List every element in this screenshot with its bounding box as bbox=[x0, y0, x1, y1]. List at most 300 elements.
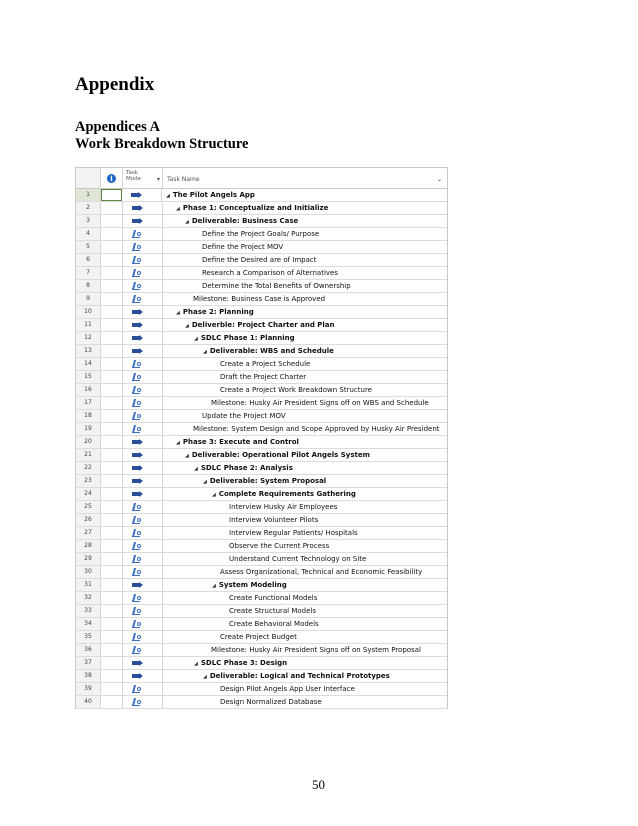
table-row[interactable] bbox=[76, 306, 447, 319]
task-name-cell[interactable] bbox=[163, 540, 447, 552]
indicator-cell[interactable] bbox=[101, 475, 123, 487]
task-name-cell[interactable] bbox=[163, 215, 447, 227]
manually-scheduled-icon bbox=[132, 282, 142, 290]
collapse-toggle-icon[interactable]: ◢ bbox=[185, 219, 189, 225]
task-name-cell[interactable] bbox=[163, 384, 447, 396]
task-name-label: Interview Volunteer Pilots bbox=[229, 516, 319, 524]
task-mode-cell[interactable] bbox=[123, 618, 163, 630]
indicator-cell[interactable] bbox=[101, 527, 123, 539]
task-mode-cell[interactable] bbox=[123, 592, 163, 604]
collapse-toggle-icon[interactable]: ◢ bbox=[212, 492, 216, 498]
manually-scheduled-icon bbox=[132, 685, 142, 693]
task-name-label: Define the Project Goals/ Purpose bbox=[202, 230, 320, 238]
manually-scheduled-icon bbox=[132, 633, 142, 641]
table-row[interactable] bbox=[76, 631, 447, 644]
table-row[interactable] bbox=[76, 410, 447, 423]
task-name-cell[interactable] bbox=[163, 553, 447, 565]
task-name-cell[interactable] bbox=[163, 449, 447, 461]
task-mode-cell[interactable] bbox=[122, 189, 162, 201]
task-mode-cell[interactable] bbox=[123, 501, 163, 513]
row-number[interactable]: 9 bbox=[76, 293, 101, 305]
indicator-cell[interactable] bbox=[101, 371, 123, 383]
task-name-label: SDLC Phase 3: Design bbox=[200, 659, 288, 667]
task-mode-cell[interactable] bbox=[123, 371, 163, 383]
indicator-cell[interactable] bbox=[101, 657, 123, 669]
task-name-label: Milestone: Husky Air President Signs off on System Proposal bbox=[211, 646, 421, 654]
indicator-cell[interactable] bbox=[101, 553, 123, 565]
task-mode-cell[interactable] bbox=[123, 293, 163, 305]
task-mode-cell[interactable] bbox=[123, 332, 163, 344]
indicator-cell[interactable] bbox=[101, 332, 123, 344]
row-number[interactable]: 6 bbox=[76, 254, 101, 266]
task-mode-cell[interactable] bbox=[123, 254, 163, 266]
task-name-cell[interactable] bbox=[163, 319, 447, 331]
task-name-cell[interactable] bbox=[163, 267, 447, 279]
indicator-cell[interactable] bbox=[101, 644, 123, 656]
manually-scheduled-icon bbox=[132, 295, 142, 303]
task-mode-cell[interactable] bbox=[123, 579, 163, 591]
task-name-cell[interactable] bbox=[163, 293, 447, 305]
indicator-cell[interactable] bbox=[101, 436, 123, 448]
task-name-cell[interactable] bbox=[163, 358, 447, 370]
manually-scheduled-icon bbox=[132, 256, 142, 264]
row-number[interactable]: 36 bbox=[76, 644, 101, 656]
task-name-cell[interactable] bbox=[163, 501, 447, 513]
auto-scheduled-icon bbox=[132, 439, 143, 445]
task-name-cell[interactable] bbox=[163, 410, 447, 422]
indicator-cell[interactable] bbox=[101, 579, 123, 591]
task-mode-cell[interactable] bbox=[123, 644, 163, 656]
table-row[interactable] bbox=[76, 527, 447, 540]
row-number[interactable]: 4 bbox=[76, 228, 101, 240]
auto-scheduled-icon bbox=[132, 660, 143, 666]
task-mode-cell[interactable] bbox=[123, 384, 163, 396]
row-number[interactable]: 33 bbox=[76, 605, 101, 617]
table-row[interactable] bbox=[76, 267, 447, 280]
table-row[interactable] bbox=[76, 488, 447, 501]
row-number[interactable]: 27 bbox=[76, 527, 101, 539]
indicators-header[interactable] bbox=[101, 168, 123, 188]
indicator-cell[interactable] bbox=[101, 501, 123, 513]
task-name-label: Deliverble: Project Charter and Plan bbox=[191, 321, 335, 329]
task-mode-header[interactable] bbox=[123, 168, 163, 188]
table-row[interactable] bbox=[76, 475, 447, 488]
row-number[interactable]: 17 bbox=[76, 397, 101, 409]
manually-scheduled-icon bbox=[132, 698, 142, 706]
table-row[interactable] bbox=[76, 514, 447, 527]
task-name-cell[interactable] bbox=[163, 631, 447, 643]
task-name-cell[interactable] bbox=[163, 605, 447, 617]
indicator-cell[interactable] bbox=[101, 514, 123, 526]
task-name-label: Deliverable: Business Case bbox=[191, 217, 299, 225]
row-number[interactable]: 31 bbox=[76, 579, 101, 591]
task-name-header[interactable] bbox=[163, 168, 447, 188]
task-name-cell[interactable] bbox=[163, 462, 447, 474]
task-mode-cell[interactable] bbox=[123, 410, 163, 422]
indicator-cell[interactable] bbox=[101, 683, 123, 695]
table-row[interactable] bbox=[76, 683, 447, 696]
task-name-cell[interactable] bbox=[163, 683, 447, 695]
task-name-label: Define the Project MOV bbox=[202, 243, 284, 251]
task-name-cell[interactable] bbox=[163, 241, 447, 253]
row-number[interactable]: 40 bbox=[76, 696, 101, 708]
manually-scheduled-icon bbox=[132, 360, 142, 368]
row-number[interactable]: 5 bbox=[76, 241, 101, 253]
manually-scheduled-icon bbox=[132, 594, 142, 602]
row-number[interactable]: 38 bbox=[76, 670, 101, 682]
indicator-cell[interactable] bbox=[101, 670, 123, 682]
task-name-label: Design Pilot Angels App User Interface bbox=[220, 685, 355, 693]
row-number[interactable]: 35 bbox=[76, 631, 101, 643]
chevron-down-icon[interactable]: ▾ bbox=[156, 176, 160, 183]
indicator-cell[interactable] bbox=[101, 254, 123, 266]
task-mode-cell[interactable] bbox=[123, 306, 163, 318]
auto-scheduled-icon bbox=[132, 673, 143, 679]
task-name-label: Determine the Total Benefits of Ownership bbox=[202, 282, 351, 290]
table-row[interactable] bbox=[76, 566, 447, 579]
indicator-cell[interactable] bbox=[101, 267, 123, 279]
table-row[interactable] bbox=[76, 319, 447, 332]
manually-scheduled-icon bbox=[132, 516, 142, 524]
auto-scheduled-icon bbox=[132, 322, 143, 328]
table-row[interactable] bbox=[76, 657, 447, 670]
table-row[interactable] bbox=[76, 254, 447, 267]
indicator-cell[interactable] bbox=[101, 449, 123, 461]
task-mode-cell[interactable] bbox=[123, 436, 163, 448]
task-mode-cell[interactable] bbox=[123, 696, 163, 708]
indicator-cell[interactable] bbox=[101, 228, 123, 240]
row-number-header[interactable] bbox=[76, 168, 101, 188]
table-row[interactable] bbox=[76, 449, 447, 462]
task-name-cell[interactable] bbox=[163, 592, 447, 604]
manually-scheduled-icon bbox=[132, 373, 142, 381]
page-number: 50 bbox=[312, 777, 325, 792]
table-row[interactable] bbox=[76, 462, 447, 475]
task-mode-cell[interactable] bbox=[123, 319, 163, 331]
row-number[interactable]: 18 bbox=[76, 410, 101, 422]
collapse-toggle-icon[interactable]: ◢ bbox=[185, 323, 189, 329]
table-row[interactable] bbox=[76, 371, 447, 384]
manually-scheduled-icon bbox=[132, 269, 142, 277]
indicator-cell[interactable] bbox=[101, 540, 123, 552]
manually-scheduled-icon bbox=[132, 243, 142, 251]
auto-scheduled-icon bbox=[132, 452, 143, 458]
task-name-label: Understand Current Technology on Site bbox=[229, 555, 367, 563]
task-name-label: Create Behavioral Models bbox=[229, 620, 319, 628]
task-mode-cell[interactable] bbox=[123, 241, 163, 253]
indicator-cell[interactable] bbox=[101, 566, 123, 578]
table-row[interactable] bbox=[76, 280, 447, 293]
manually-scheduled-icon bbox=[132, 646, 142, 654]
task-name-cell[interactable] bbox=[163, 397, 447, 409]
task-name-cell[interactable] bbox=[163, 566, 447, 578]
table-row[interactable] bbox=[76, 202, 447, 215]
task-mode-header-line1: Task bbox=[126, 170, 138, 176]
manually-scheduled-icon bbox=[132, 542, 142, 550]
manually-scheduled-icon bbox=[132, 620, 142, 628]
collapse-toggle-icon[interactable]: ◢ bbox=[176, 440, 180, 446]
task-name-cell[interactable] bbox=[163, 423, 447, 435]
task-name-cell[interactable] bbox=[163, 436, 447, 448]
task-name-cell[interactable] bbox=[163, 371, 447, 383]
row-number[interactable]: 13 bbox=[76, 345, 101, 357]
task-name-label: Design Normalized Database bbox=[220, 698, 322, 706]
task-name-cell[interactable] bbox=[163, 254, 447, 266]
row-number[interactable]: 34 bbox=[76, 618, 101, 630]
row-number[interactable]: 39 bbox=[76, 683, 101, 695]
row-number[interactable]: 12 bbox=[76, 332, 101, 344]
manually-scheduled-icon bbox=[132, 399, 142, 407]
table-row[interactable] bbox=[76, 618, 447, 631]
row-number[interactable]: 11 bbox=[76, 319, 101, 331]
auto-scheduled-icon bbox=[132, 465, 143, 471]
indicator-cell[interactable] bbox=[101, 618, 123, 630]
table-row[interactable] bbox=[76, 592, 447, 605]
row-number[interactable]: 19 bbox=[76, 423, 101, 435]
task-name-label: SDLC Phase 1: Planning bbox=[200, 334, 295, 342]
collapse-toggle-icon[interactable]: ◢ bbox=[203, 479, 207, 485]
task-mode-cell[interactable] bbox=[123, 202, 163, 214]
table-row[interactable] bbox=[76, 540, 447, 553]
indicator-cell[interactable] bbox=[101, 280, 123, 292]
auto-scheduled-icon bbox=[131, 192, 142, 198]
task-name-cell[interactable] bbox=[163, 644, 447, 656]
task-mode-cell[interactable] bbox=[123, 423, 163, 435]
table-row[interactable] bbox=[76, 436, 447, 449]
row-number[interactable]: 29 bbox=[76, 553, 101, 565]
task-name-label: Deliverable: System Proposal bbox=[209, 477, 327, 485]
table-row[interactable] bbox=[76, 228, 447, 241]
row-number[interactable]: 20 bbox=[76, 436, 101, 448]
indicator-cell[interactable] bbox=[101, 488, 123, 500]
task-name-label: The Pilot Angels App bbox=[172, 191, 255, 199]
auto-scheduled-icon bbox=[132, 205, 143, 211]
row-number[interactable]: 24 bbox=[76, 488, 101, 500]
task-name-label: Interview Husky Air Employees bbox=[229, 503, 338, 511]
row-number[interactable]: 23 bbox=[76, 475, 101, 487]
row-number[interactable]: 30 bbox=[76, 566, 101, 578]
task-mode-cell[interactable] bbox=[123, 605, 163, 617]
task-name-label: SDLC Phase 2: Analysis bbox=[200, 464, 293, 472]
indicator-cell[interactable] bbox=[101, 384, 123, 396]
indicator-cell[interactable] bbox=[101, 397, 123, 409]
task-name-label: Create a Project Work Breakdown Structure bbox=[220, 386, 372, 394]
table-row[interactable] bbox=[76, 423, 447, 436]
task-mode-cell[interactable] bbox=[123, 670, 163, 682]
collapse-toggle-icon[interactable]: ◢ bbox=[194, 661, 198, 667]
task-mode-cell[interactable] bbox=[123, 397, 163, 409]
row-number[interactable]: 37 bbox=[76, 657, 101, 669]
task-mode-cell[interactable] bbox=[123, 280, 163, 292]
task-mode-cell[interactable] bbox=[123, 475, 163, 487]
auto-scheduled-icon bbox=[132, 478, 143, 484]
task-name-label: System Modeling bbox=[218, 581, 287, 589]
task-name-cell[interactable] bbox=[163, 514, 447, 526]
task-mode-cell[interactable] bbox=[123, 358, 163, 370]
task-mode-cell[interactable] bbox=[123, 527, 163, 539]
task-name-cell[interactable] bbox=[163, 475, 447, 487]
task-mode-cell[interactable] bbox=[123, 449, 163, 461]
task-mode-cell[interactable] bbox=[123, 631, 163, 643]
table-body bbox=[76, 189, 447, 709]
indicator-cell[interactable] bbox=[101, 462, 123, 474]
task-name-cell[interactable] bbox=[163, 488, 447, 500]
indicator-cell[interactable] bbox=[101, 319, 123, 331]
manually-scheduled-icon bbox=[132, 529, 142, 537]
collapse-toggle-icon[interactable]: ◢ bbox=[212, 583, 216, 589]
task-name-label: Research a Comparison of Alternatives bbox=[202, 269, 339, 277]
row-number[interactable]: 15 bbox=[76, 371, 101, 383]
collapse-toggle-icon[interactable]: ◢ bbox=[194, 336, 198, 342]
auto-scheduled-icon bbox=[132, 348, 143, 354]
task-name-cell[interactable] bbox=[162, 189, 447, 201]
task-mode-cell[interactable] bbox=[123, 514, 163, 526]
row-number[interactable]: 2 bbox=[76, 202, 101, 214]
table-row[interactable] bbox=[76, 605, 447, 618]
manually-scheduled-icon bbox=[132, 412, 142, 420]
manually-scheduled-icon bbox=[132, 503, 142, 511]
task-name-label: Create Project Budget bbox=[220, 633, 297, 641]
row-number[interactable]: 7 bbox=[76, 267, 101, 279]
task-name-cell[interactable] bbox=[163, 306, 447, 318]
row-number[interactable]: 26 bbox=[76, 514, 101, 526]
indicator-cell[interactable] bbox=[101, 410, 123, 422]
table-row[interactable] bbox=[76, 358, 447, 371]
indicator-cell[interactable] bbox=[101, 605, 123, 617]
indicator-cell[interactable] bbox=[101, 345, 123, 357]
collapse-toggle-icon[interactable]: ◢ bbox=[203, 349, 207, 355]
indicator-cell[interactable] bbox=[101, 423, 123, 435]
row-number[interactable]: 8 bbox=[76, 280, 101, 292]
indicator-cell[interactable] bbox=[101, 202, 123, 214]
task-name-cell[interactable] bbox=[163, 696, 447, 708]
task-name-cell[interactable] bbox=[163, 527, 447, 539]
auto-scheduled-icon bbox=[132, 335, 143, 341]
task-name-label: Milestone: Business Case is Approved bbox=[193, 295, 326, 303]
indicator-cell[interactable] bbox=[101, 293, 123, 305]
task-mode-cell[interactable] bbox=[123, 267, 163, 279]
table-row[interactable] bbox=[76, 345, 447, 358]
table-header bbox=[76, 168, 447, 189]
task-name-cell[interactable] bbox=[163, 670, 447, 682]
auto-scheduled-icon bbox=[132, 309, 143, 315]
collapse-toggle-icon[interactable]: ◢ bbox=[185, 453, 189, 459]
task-name-label: Milestone: System Design and Scope Approved by Husky Air President bbox=[193, 425, 440, 433]
task-name-cell[interactable] bbox=[163, 345, 447, 357]
task-mode-cell[interactable] bbox=[123, 540, 163, 552]
table-row[interactable] bbox=[76, 332, 447, 345]
collapse-toggle-icon[interactable]: ◢ bbox=[203, 674, 207, 680]
task-name-label: Milestone: Husky Air President Signs off on WBS and Schedule bbox=[211, 399, 429, 407]
work-breakdown-table bbox=[75, 167, 448, 709]
indicator-cell[interactable] bbox=[101, 696, 123, 708]
task-name-label: Assess Organizational, Technical and Economic Feasibility bbox=[220, 568, 423, 576]
table-row[interactable] bbox=[76, 553, 447, 566]
row-number[interactable]: 1 bbox=[76, 189, 101, 201]
task-name-cell[interactable] bbox=[163, 618, 447, 630]
indicator-cell[interactable] bbox=[101, 631, 123, 643]
task-mode-cell[interactable] bbox=[123, 657, 163, 669]
row-number[interactable]: 22 bbox=[76, 462, 101, 474]
table-row[interactable] bbox=[76, 644, 447, 657]
collapse-toggle-icon[interactable]: ◢ bbox=[166, 193, 170, 199]
task-name-label: Observe the Current Process bbox=[229, 542, 330, 550]
task-name-label: Update the Project MOV bbox=[202, 412, 286, 420]
row-number[interactable]: 28 bbox=[76, 540, 101, 552]
table-row[interactable] bbox=[76, 501, 447, 514]
table-row[interactable] bbox=[76, 241, 447, 254]
indicator-cell[interactable] bbox=[101, 189, 122, 201]
table-row[interactable] bbox=[76, 293, 447, 306]
auto-scheduled-icon bbox=[132, 582, 143, 588]
task-mode-cell[interactable] bbox=[123, 683, 163, 695]
row-number[interactable]: 14 bbox=[76, 358, 101, 370]
manually-scheduled-icon bbox=[132, 425, 142, 433]
collapse-toggle-icon[interactable]: ◢ bbox=[176, 206, 180, 212]
task-mode-cell[interactable] bbox=[123, 566, 163, 578]
collapse-toggle-icon[interactable]: ◢ bbox=[176, 310, 180, 316]
task-mode-cell[interactable] bbox=[123, 488, 163, 500]
table-row[interactable] bbox=[76, 189, 447, 202]
task-name-cell[interactable] bbox=[163, 657, 447, 669]
task-name-cell[interactable] bbox=[163, 202, 447, 214]
task-name-label: Create Structural Models bbox=[229, 607, 317, 615]
table-row[interactable] bbox=[76, 579, 447, 592]
manually-scheduled-icon bbox=[132, 230, 142, 238]
info-icon: i bbox=[107, 174, 116, 183]
indicator-cell[interactable] bbox=[101, 306, 123, 318]
task-mode-cell[interactable] bbox=[123, 462, 163, 474]
indicator-cell[interactable] bbox=[101, 241, 123, 253]
task-mode-cell[interactable] bbox=[123, 553, 163, 565]
row-number[interactable]: 25 bbox=[76, 501, 101, 513]
table-row[interactable] bbox=[76, 397, 447, 410]
task-name-label: Deliverable: WBS and Schedule bbox=[209, 347, 334, 355]
row-number[interactable]: 21 bbox=[76, 449, 101, 461]
indicator-cell[interactable] bbox=[101, 215, 123, 227]
collapse-toggle-icon[interactable]: ◢ bbox=[194, 466, 198, 472]
section-title: Work Breakdown Structure bbox=[75, 136, 249, 152]
task-name-cell[interactable] bbox=[163, 228, 447, 240]
page-heading: Appendix bbox=[75, 74, 155, 95]
table-row[interactable] bbox=[76, 215, 447, 228]
task-mode-cell[interactable] bbox=[123, 345, 163, 357]
appendix-subtitle: Appendices A bbox=[75, 119, 161, 135]
task-name-label: Define the Desired are of Impact bbox=[202, 256, 317, 264]
task-name-cell[interactable] bbox=[163, 280, 447, 292]
task-name-label: Deliverable: Operational Pilot Angels System bbox=[191, 451, 370, 459]
table-row[interactable] bbox=[76, 384, 447, 397]
indicator-cell[interactable] bbox=[101, 592, 123, 604]
row-number[interactable]: 32 bbox=[76, 592, 101, 604]
row-number[interactable]: 3 bbox=[76, 215, 101, 227]
table-row[interactable] bbox=[76, 670, 447, 683]
table-row[interactable] bbox=[76, 696, 447, 709]
task-name-label: Phase 2: Planning bbox=[182, 308, 254, 316]
task-mode-cell[interactable] bbox=[123, 215, 163, 227]
row-number[interactable]: 16 bbox=[76, 384, 101, 396]
task-mode-cell[interactable] bbox=[123, 228, 163, 240]
indicator-cell[interactable] bbox=[101, 358, 123, 370]
chevron-down-icon[interactable]: ⌄ bbox=[436, 176, 442, 183]
task-name-cell[interactable] bbox=[163, 332, 447, 344]
row-number[interactable]: 10 bbox=[76, 306, 101, 318]
task-name-cell[interactable] bbox=[163, 579, 447, 591]
manually-scheduled-icon bbox=[132, 607, 142, 615]
task-name-label: Draft the Project Charter bbox=[220, 373, 307, 381]
manually-scheduled-icon bbox=[132, 555, 142, 563]
task-name-label: Create a Project Schedule bbox=[220, 360, 311, 368]
